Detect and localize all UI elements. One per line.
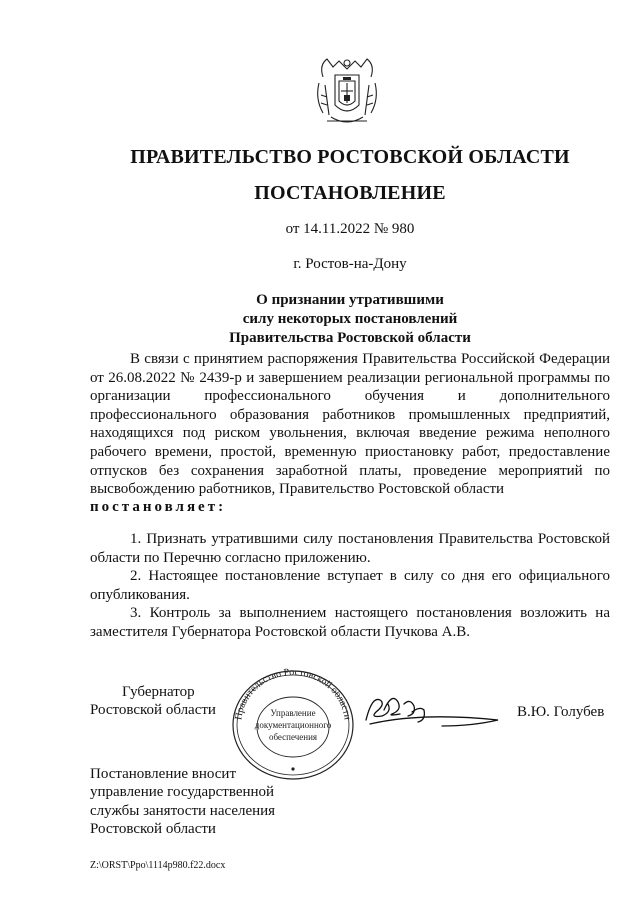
city-line: г. Ростов-на-Дону xyxy=(293,256,407,272)
submitted-by-note xyxy=(90,765,275,838)
coat-of-arms-emblem xyxy=(313,55,381,129)
stamp-inner-line: обеспечения xyxy=(268,732,318,742)
signatory-name: В.Ю. Голубев xyxy=(517,704,605,720)
stamp-inner-line: Управление xyxy=(270,708,316,718)
decree-item-1: 1. Признать утратившими силу постановления Правительства Ростовской области по Перечню согласно приложению. xyxy=(90,531,610,566)
stamp-outer-text: Правительство Ростовской области xyxy=(233,666,353,721)
note-line: управление государственной xyxy=(90,784,275,801)
decree-word: постановляет: xyxy=(90,499,227,515)
handwritten-signature xyxy=(362,690,502,730)
document-subject xyxy=(0,291,640,348)
subject-line: силу некоторых постановлений xyxy=(242,311,458,327)
preamble-paragraph: В связи с принятием распоряжения Правительства Российской Федерации от 26.08.2022 № 2439-р и завершением реализации региональной программы по организации профессионального обучения и дополнительного профессионального образования работников промышленных предприятий, находящихся под риском увольнения, включая введение режима неполного рабочего времени, простой, временную приостановку работ, предоставление отпусков без сохранения заработной платы, проведение мероприятий по высвобождению работников, Правительство Ростовской области xyxy=(90,351,610,498)
decree-item-2: 2. Настоящее постановление вступает в силу со дня его официального опубликования. xyxy=(90,568,610,603)
decree-item-3: 3. Контроль за выполнением настоящего постановления возложить на заместителя Губернатора Ростовской области Пучкова А.В. xyxy=(90,605,610,640)
stamp-inner-line: документационного xyxy=(254,720,332,730)
note-line: Ростовской области xyxy=(90,820,216,837)
signatory-title-line: Губернатор xyxy=(122,684,195,700)
note-line: Постановление вносит xyxy=(90,766,237,782)
subject-line: О признании утратившими xyxy=(256,292,444,308)
file-path-footer: Z:\ORST\Ppo\1114p980.f22.docx xyxy=(90,860,226,871)
date-number-line: от 14.11.2022 № 980 xyxy=(285,221,415,237)
signatory-title-line: Ростовской области xyxy=(90,702,216,718)
signatory-title xyxy=(90,683,216,719)
government-title: ПРАВИТЕЛЬСТВО РОСТОВСКОЙ ОБЛАСТИ xyxy=(130,146,570,168)
note-line: службы занятости населения xyxy=(90,802,276,819)
document-type-title: ПОСТАНОВЛЕНИЕ xyxy=(254,182,446,204)
official-stamp xyxy=(231,665,356,780)
subject-line: Правительства Ростовской области xyxy=(229,330,471,346)
